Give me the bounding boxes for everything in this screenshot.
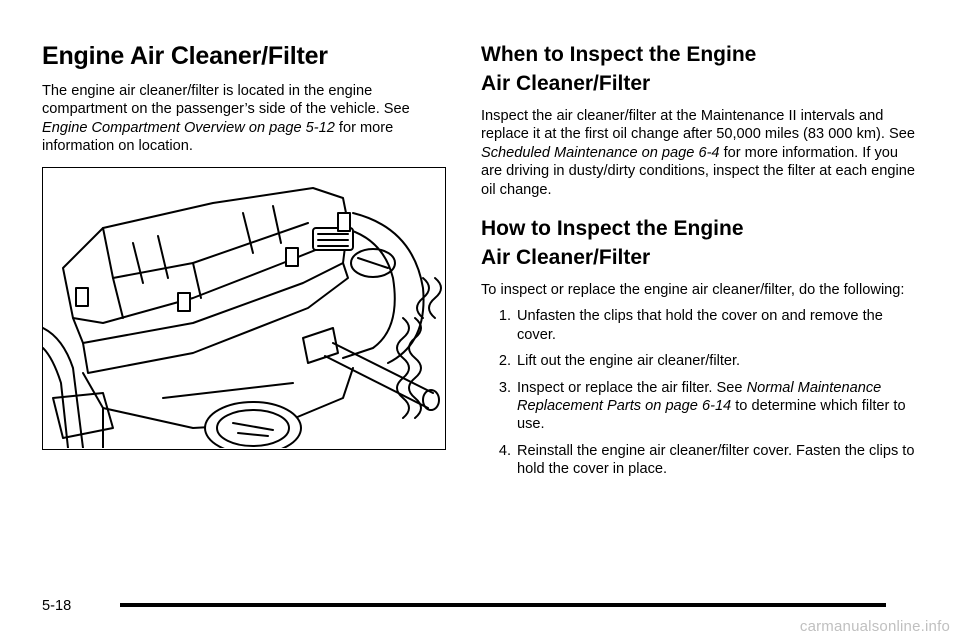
step-lead-text: Inspect or replace the air filter. See — [517, 379, 747, 396]
normal-maintenance-reference: Normal Maintenance Replacement Parts on page 6-14 — [517, 379, 882, 415]
when-to-inspect-heading-line2: Air Cleaner/Filter — [481, 72, 651, 95]
step-text: Unfasten the clips that hold the cover on and remove the cover. — [517, 308, 883, 343]
right-column — [481, 40, 921, 487]
left-column — [42, 40, 448, 156]
how-to-inspect-heading — [481, 214, 921, 272]
section-title-engine-air-cleaner: Engine Air Cleaner/Filter — [42, 42, 328, 70]
step-text — [517, 379, 921, 434]
how-to-inspect-heading-line1: How to Inspect the Engine — [481, 217, 744, 241]
intro-paragraph — [42, 82, 448, 156]
intro-tail-text: for more information on location. — [42, 119, 394, 155]
step-text: Lift out the engine air cleaner/filter. — [517, 353, 741, 370]
scheduled-maintenance-reference: Scheduled Maintenance on page 6-4 — [481, 144, 720, 161]
step-tail-text: to determine which filter to use. — [517, 398, 906, 433]
list-item — [481, 352, 921, 370]
when-text-a: Inspect the air cleaner/filter at the Maintenance II intervals and replace it at the first oil change after 50,000 miles (83 000 km). See — [481, 108, 915, 143]
how-to-intro-paragraph: To inspect or replace the engine air cleaner/filter, do the following: — [481, 282, 905, 299]
air-cleaner-drawing — [43, 168, 444, 448]
inspection-steps-list — [481, 307, 921, 478]
how-to-inspect-heading-line2: Air Cleaner/Filter — [481, 246, 651, 270]
when-to-inspect-heading — [481, 40, 921, 98]
step-number: 3. — [498, 379, 511, 396]
page-number: 5-18 — [42, 598, 72, 614]
step-number: 2. — [498, 353, 511, 370]
when-to-inspect-heading-line1: When to Inspect the Engine — [481, 43, 757, 66]
intro-lead-text: The engine air cleaner/filter is located in the engine compartment on the passenger’s side of the vehicle. See — [42, 83, 410, 118]
watermark: carmanualsonline.info — [799, 618, 950, 635]
list-item — [481, 307, 921, 344]
step-text: Reinstall the engine air cleaner/filter cover. Fasten the clips to hold the cover in place. — [517, 442, 915, 478]
footer-rule — [120, 603, 886, 607]
step-number: 1. — [498, 308, 511, 325]
when-text-b: for more information. If you are driving in dusty/dirty conditions, inspect the filter at each engine oil change. — [481, 144, 916, 198]
list-item — [481, 379, 921, 434]
intro-reference-link: Engine Compartment Overview on page 5-12 — [42, 119, 335, 136]
engine-air-cleaner-illustration — [42, 167, 446, 450]
list-item — [481, 442, 921, 479]
when-to-inspect-paragraph — [481, 107, 921, 199]
step-number: 4. — [498, 442, 511, 459]
